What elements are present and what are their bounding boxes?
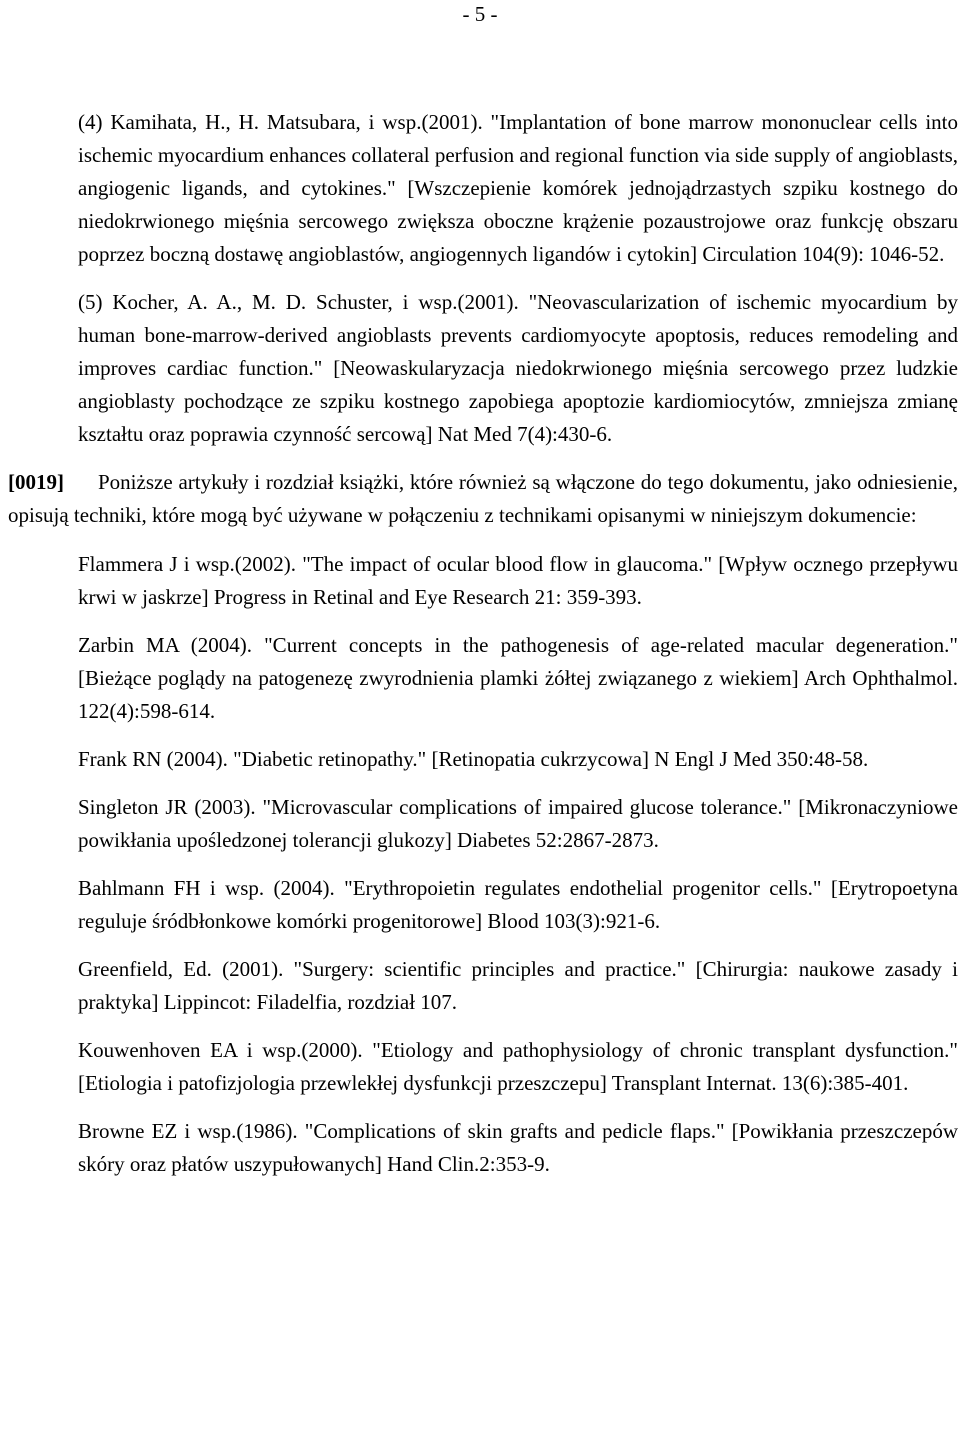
reference-number: (4) — [78, 110, 103, 134]
reference-text: Kamihata, H., H. Matsubara, i wsp.(2001). "Implantation of bone marrow mononuclear cells into ischemic myocardium enhances collateral perfusion and regional function via side supply of angioblasts, angiogenic ligands, and cytokines." [Wszczepienie komórek jednojądrzastych szpiku kostnego do niedokrwionego mięśnia sercowego zwiększa oboczne krążenie pozaustrojowe oraz funkcję obszaru poprzez boczną dostawę angioblastów, angiogennych ligandów i cytokin] Circulation 104(9): 1046-52. — [78, 110, 958, 266]
paragraph-text: Poniższe artykuły i rozdział książki, które również są włączone do tego dokumentu, jako odniesienie, opisują techniki, które mogą być używane w połączeniu z technikami opisanymi w niniejszym dokumencie: — [8, 470, 958, 527]
reference-greenfield: Greenfield, Ed. (2001). "Surgery: scientific principles and practice." [Chirurgia: naukowe zasady i praktyka] Lippincot: Filadelfia, rozdział 107. — [78, 957, 958, 1014]
reference-number: (5) — [78, 290, 103, 314]
reference-singleton: Singleton JR (2003). "Microvascular complications of impaired glucose tolerance." [Mikronaczyniowe powikłania upośledzonej tolerancji glukozy] Diabetes 52:2867-2873. — [78, 795, 958, 852]
reference-frank: Frank RN (2004). "Diabetic retinopathy." [Retinopatia cukrzycowa] N Engl J Med 350:48-58. — [78, 747, 869, 771]
reference-5 — [0, 286, 958, 451]
reference-flammer: Flammera J i wsp.(2002). "The impact of ocular blood flow in glaucoma." [Wpływ ocznego przepływu krwi w jaskrze] Progress in Retinal and Eye Research 21: 359-393. — [78, 552, 958, 609]
reference-bahlmann: Bahlmann FH i wsp. (2004). "Erythropoietin regulates endothelial progenitor cells." [Erytropoetyna reguluje śródbłonkowe komórki progenitorowe] Blood 103(3):921-6. — [78, 876, 958, 933]
reference-list — [0, 548, 960, 1181]
reference-zarbin: Zarbin MA (2004). "Current concepts in the pathogenesis of age-related macular degeneration." [Bieżące poglądy na patogenezę zwyrodnienia plamki żółtej związanego z wiekiem] Arch Ophthalmol. 122(4):598-614. — [78, 633, 958, 723]
page-number: - 5 - — [462, 2, 498, 26]
reference-browne: Browne EZ i wsp.(1986). "Complications of skin grafts and pedicle flaps." [Powikłania przeszczepów skóry oraz płatów uszypułowanych] Hand Clin.2:353-9. — [78, 1119, 958, 1176]
reference-text: Kocher, A. A., M. D. Schuster, i wsp.(2001). "Neovascularization of ischemic myocardium by human bone-marrow-derived angioblasts prevents cardiomyocyte apoptosis, reduces remodeling and improves cardiac function." [Neowaskularyzacja niedokrwionego mięśnia sercowego przez ludzkie angioblasty pochodzące ze szpiku kostnego zapobiega apoptozie kardiomiocytów, zmniejsza zmianę kształtu oraz poprawia czynność sercową] Nat Med 7(4):430-6. — [78, 290, 958, 446]
paragraph-0019 — [0, 466, 958, 532]
reference-kouwenhoven: Kouwenhoven EA i wsp.(2000). "Etiology and pathophysiology of chronic transplant dysfunction." [Etiologia i patofizjologia przewlekłej dysfunkcji przeszczepu] Transplant Internat. 13(6):385-401. — [78, 1038, 958, 1095]
paragraph-tag: [0019] — [8, 470, 64, 494]
document-body — [0, 106, 960, 1194]
reference-4 — [0, 106, 958, 271]
